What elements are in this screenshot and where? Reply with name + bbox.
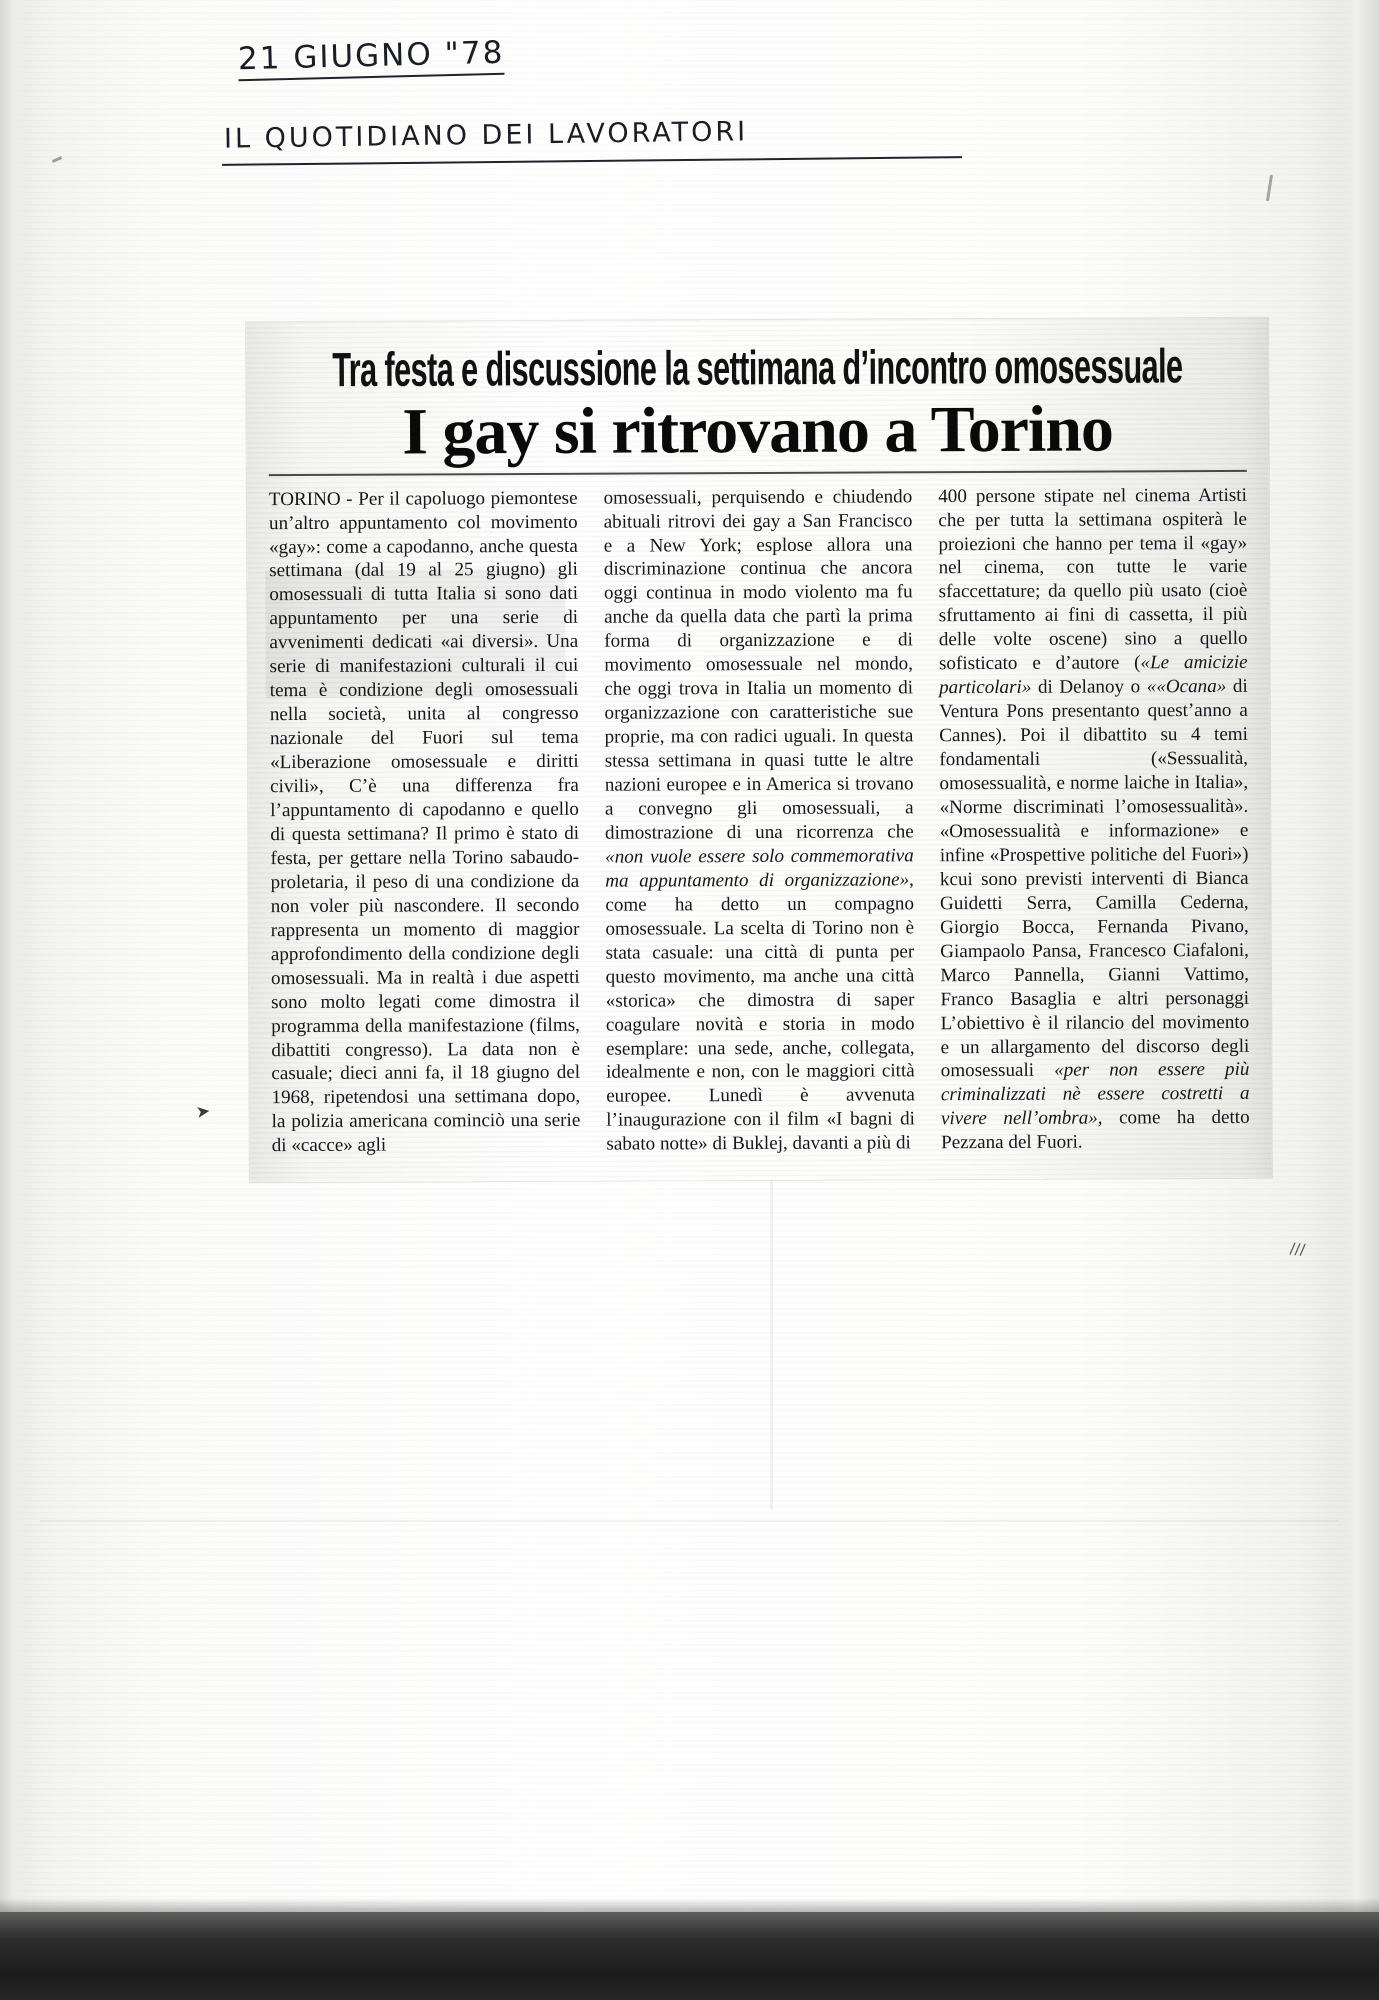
handwritten-newspaper-name: IL QUOTIDIANO DEI LAVORATORI <box>223 116 749 155</box>
article-paragraph <box>938 483 1250 1155</box>
stray-mark-right <box>1266 175 1273 201</box>
article-column-2 <box>604 485 916 1157</box>
scanner-edge-shadow <box>0 1912 1379 2000</box>
article-text-run: , come ha detto Pezzana del Fuori. <box>941 1107 1250 1154</box>
newspaper-clipping <box>246 318 1272 1183</box>
article-columns <box>269 483 1250 1158</box>
article-paragraph: TORINO - Per il capoluogo piemontese un’altro appuntamento col movimento «gay»: come a capodanno, anche questa settimana (dal 19 al 25 giugno) gli omosessuali di tutta Italia si sono dati appuntamento per una serie di avvenimenti dedicati «ai diversi». Una serie di manifestazioni culturali il cui tema è condizione degli omosessuali nella società, unita al congresso nazionale del Fuori sul tema «Liberazione omosessuale e diritti civili», C’è una differenza fra l’appuntamento di capodanno e quello di questa settimana? Il primo è stato di festa, per gettare nella Torino sabaudo-proletaria, il peso di una condizione da non voler più nascondere. Il secondo rappresenta un momento di maggior approfondimento della condizione degli omosessuali. Ma in realtà i due aspetti sono molto legati come dimostra il programma della manifestazione (films, dibattiti congresso). La data non è casuale; dieci anni fa, il 18 giugno del 1968, ripetendosi una settimana dopo, la polizia americana cominciò una serie di «cacce» agli <box>268 487 581 1157</box>
article-paragraph <box>604 485 916 1157</box>
margin-scribble-mark: /// <box>1288 1239 1306 1259</box>
page-crease-horizontal <box>40 1520 1339 1522</box>
article-italic-film-title-1: «Le amicizie particolari» <box>939 652 1248 699</box>
stray-mark-left <box>52 156 62 163</box>
page-edge-left <box>0 0 26 2000</box>
page-edge-right <box>1339 0 1379 2000</box>
article-italic-quote: «non vuole essere solo commemorativa ma appuntamento di organizzazione» <box>605 845 914 892</box>
article-italic-film-title-2: ««Ocana» <box>1146 676 1227 698</box>
margin-arrow-mark: ➤ <box>194 1101 212 1123</box>
article-italic-quote: «per non essere più criminalizzati nè essere costretti a vivere nell’ombra» <box>940 1059 1250 1130</box>
handwritten-date <box>238 35 505 77</box>
article-text-run: di Ventura Pons presentanto quest’anno a Cannes). Poi il dibattito su 4 temi fondamentali («Sessualità, omosessualità, e norme laiche in Italia», «Norme discriminati l’omosessualità». «Omosessualità e informazione» e infine «Prospettive politiche del Fuori») kcui sono previsti interventi di Bianca Guidetti Serra, Camilla Cederna, Giorgio Bocca, Fernanda Pivano, Giampaolo Pansa, Francesco Ciafaloni, Marco Pannella, Gianni Vattimo, Franco Basaglia e altri personaggi L’obiettivo è il rilancio del movimento e un allargamento del discorso degli omosessuali <box>939 676 1250 1082</box>
article-column-3 <box>938 483 1250 1155</box>
article-text-run: , come ha detto un compagno omosessuale. La scelta di Torino non è stata casuale: una città di punta per questo movimento, ma anche una città «storica» che dimostra di saper coagulare novità e storia in modo esemplare: una sede, anche, collegata, idealmente e non, con le maggiori città europee. Lunedì è avvenuta l’inaugurazione con il film «I bagni di sabato notte» di Buklej, davanti a più di <box>605 869 916 1156</box>
article-text-run: di Delanoy o <box>1031 676 1147 699</box>
article-text-run: omosessuali, perquisendo e chiudendo abituali ritrovi dei gay a San Francisco e a New York; esplose allora una discriminazione continua che ancora oggi continua in modo violento ma fu anche da quella data che partì la prima forma di organizzazione e di movimento omosessuale nel mondo, che oggi trova in Italia un momento di organizzazione con caratteristiche sue proprie, ma con radici uguali. In questa stessa settimana in quasi tutte le altre nazioni europee e in America si trovano a convegno gli omosessuali, a dimostrazione di una ricorrenza che <box>603 485 914 844</box>
article-text-run: 400 persone stipate nel cinema Artisti che per tutta la settimana ospiterà le proiezioni che hanno per tema il «gay» nel cinema, con tutte le varie sfaccettature; da quello più usato (cioè sfruttamento ai fini di cassetta, il più delle volte oscene) sino a quello sofisticato e d’autore ( <box>938 484 1248 675</box>
handwritten-date-text: 21 GIUGNO "78 <box>238 35 505 81</box>
article-headline: I gay si ritrovano a Torino <box>402 392 1114 469</box>
article-column-1 <box>269 486 581 1158</box>
article-kicker: Tra festa e discussione la settimana d’incontro omosessuale <box>332 339 1183 398</box>
headline-rule <box>269 469 1247 475</box>
handwritten-underline <box>222 156 962 166</box>
